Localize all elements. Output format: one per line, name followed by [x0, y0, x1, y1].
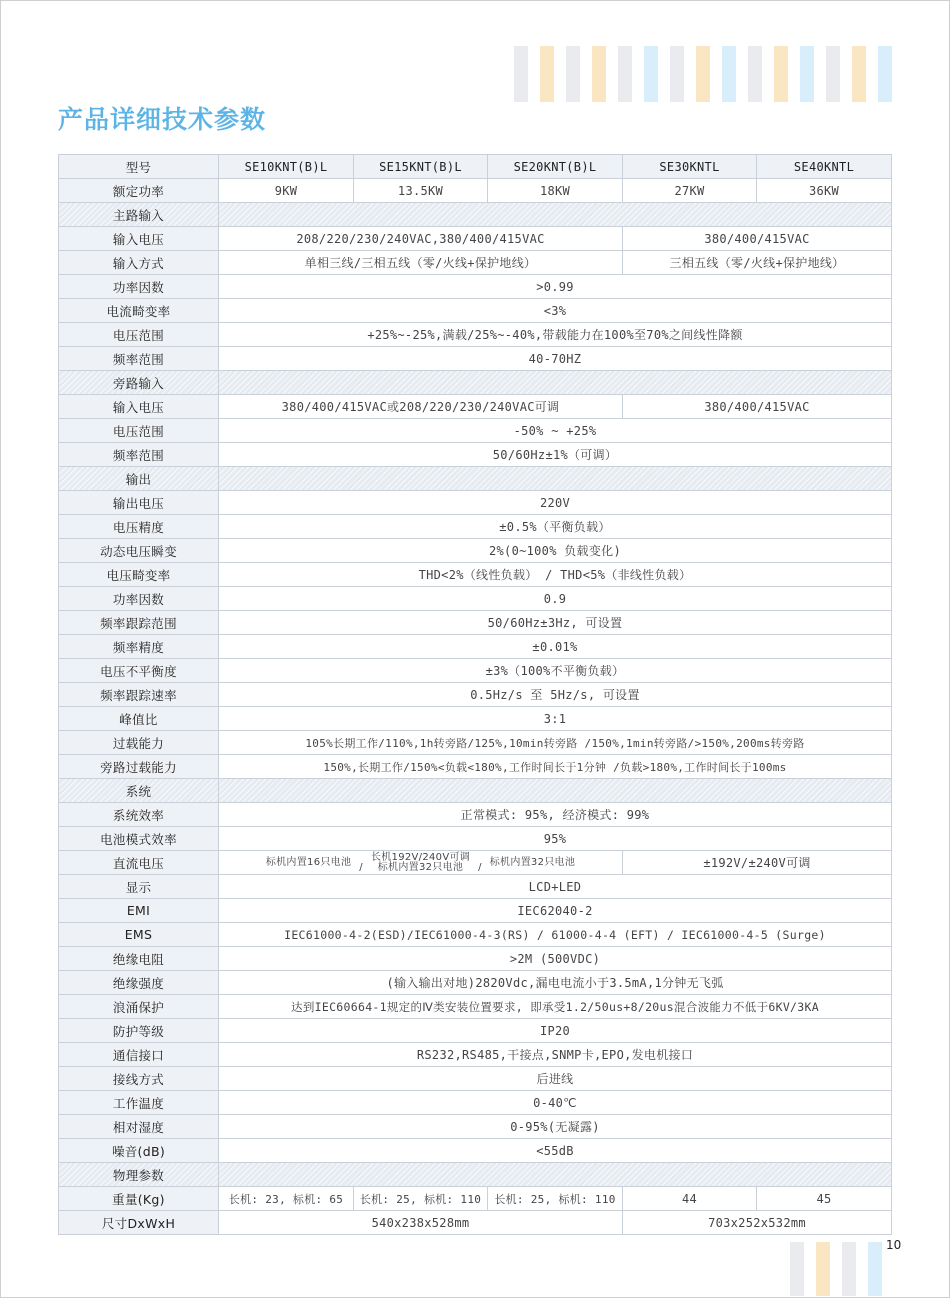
value-cell: 3:1 [219, 707, 892, 731]
table-row [59, 347, 892, 371]
row-label: 电压范围 [59, 323, 219, 347]
table-row [59, 227, 892, 251]
model-cell: SE20KNT(B)L [488, 155, 623, 179]
model-cell: SE30KNTL [623, 155, 757, 179]
row-label: 尺寸DxWxH [59, 1211, 219, 1235]
value-cell [219, 851, 623, 875]
table-row [59, 515, 892, 539]
model-cell: SE10KNT(B)L [219, 155, 354, 179]
value-cell: 380/400/415VAC [623, 395, 892, 419]
table-row [59, 1211, 892, 1235]
table-row [59, 755, 892, 779]
page-number: 10 [886, 1238, 902, 1252]
value-cell: 达到IEC60664-1规定的Ⅳ类安装位置要求, 即承受1.2/50us+8/20us混合波能力不低于6KV/3KA [219, 995, 892, 1019]
row-label: 直流电压 [59, 851, 219, 875]
dc-right-text: 标机内置32只电池 [489, 856, 576, 868]
row-label: 通信接口 [59, 1043, 219, 1067]
table-row [59, 731, 892, 755]
value-cell: ±3%（100%不平衡负载） [219, 659, 892, 683]
model-cell: SE15KNT(B)L [354, 155, 488, 179]
value-cell: 0.5Hz/s 至 5Hz/s, 可设置 [219, 683, 892, 707]
value-cell: IP20 [219, 1019, 892, 1043]
value-cell: 27KW [623, 179, 757, 203]
row-label: 绝缘强度 [59, 971, 219, 995]
row-label: 过载能力 [59, 731, 219, 755]
row-label: EMS [59, 923, 219, 947]
value-cell: 150%,长期工作/150%<负载<180%,工作时间长于1分钟 /负载>180%,工作时间长于100ms [219, 755, 892, 779]
table-row [59, 587, 892, 611]
section-row [59, 1163, 892, 1187]
row-label: 频率跟踪范围 [59, 611, 219, 635]
dc-separator: / [478, 861, 482, 873]
section-row [59, 371, 892, 395]
value-cell: LCD+LED [219, 875, 892, 899]
dc-separator: / [359, 861, 363, 873]
table-row [59, 1091, 892, 1115]
value-cell: 380/400/415VAC或208/220/230/240VAC可调 [219, 395, 623, 419]
table-row [59, 179, 892, 203]
row-label: 相对湿度 [59, 1115, 219, 1139]
row-label: 浪涌保护 [59, 995, 219, 1019]
row-label: 电压精度 [59, 515, 219, 539]
row-label: 频率范围 [59, 347, 219, 371]
value-cell: 703x252x532mm [623, 1211, 892, 1235]
value-cell: -50% ~ +25% [219, 419, 892, 443]
row-label: 电流畸变率 [59, 299, 219, 323]
value-cell: 0-40℃ [219, 1091, 892, 1115]
value-cell: >2M (500VDC) [219, 947, 892, 971]
table-row [59, 899, 892, 923]
dc-mid-top-text: 长机192V/240V可调 [370, 851, 471, 863]
model-cell: SE40KNTL [757, 155, 892, 179]
value-cell: 50/60Hz±3Hz, 可设置 [219, 611, 892, 635]
table-header-row [59, 155, 892, 179]
value-cell: 208/220/230/240VAC,380/400/415VAC [219, 227, 623, 251]
value-cell: 105%长期工作/110%,1h转旁路/125%,10min转旁路 /150%,1min转旁路/>150%,200ms转旁路 [219, 731, 892, 755]
table-row [59, 1187, 892, 1211]
row-label: 电压范围 [59, 419, 219, 443]
table-row [59, 659, 892, 683]
decorative-stripes-top [514, 46, 892, 102]
value-cell: 220V [219, 491, 892, 515]
value-cell: 36KW [757, 179, 892, 203]
row-label: 峰值比 [59, 707, 219, 731]
value-cell: 380/400/415VAC [623, 227, 892, 251]
row-label: 动态电压瞬变 [59, 539, 219, 563]
row-label: 额定功率 [59, 179, 219, 203]
section-title: 物理参数 [59, 1163, 219, 1187]
row-label: 电压畸变率 [59, 563, 219, 587]
row-label: 功率因数 [59, 587, 219, 611]
row-label: 频率范围 [59, 443, 219, 467]
row-label: 系统效率 [59, 803, 219, 827]
value-cell: 13.5KW [354, 179, 488, 203]
value-cell: 9KW [219, 179, 354, 203]
value-cell: >0.99 [219, 275, 892, 299]
section-row [59, 467, 892, 491]
table-row [59, 803, 892, 827]
row-label: 频率跟踪速率 [59, 683, 219, 707]
row-label: 电压不平衡度 [59, 659, 219, 683]
value-cell: 正常模式: 95%, 经济模式: 99% [219, 803, 892, 827]
value-cell: 2%(0~100% 负载变化) [219, 539, 892, 563]
section-title: 系统 [59, 779, 219, 803]
row-label: 重量(Kg) [59, 1187, 219, 1211]
value-cell: 长机: 25, 标机: 110 [488, 1187, 623, 1211]
value-cell: ±0.01% [219, 635, 892, 659]
row-label: 功率因数 [59, 275, 219, 299]
table-row [59, 299, 892, 323]
spec-table [58, 154, 892, 1235]
table-row [59, 683, 892, 707]
row-label: 噪音(dB) [59, 1139, 219, 1163]
table-row [59, 875, 892, 899]
table-row [59, 1115, 892, 1139]
value-cell: 单相三线/三相五线（零/火线+保护地线） [219, 251, 623, 275]
table-row [59, 707, 892, 731]
value-cell: (输入输出对地)2820Vdc,漏电电流小于3.5mA,1分钟无飞弧 [219, 971, 892, 995]
section-title: 主路输入 [59, 203, 219, 227]
row-label: 型号 [59, 155, 219, 179]
table-row [59, 1139, 892, 1163]
value-cell: <55dB [219, 1139, 892, 1163]
value-cell: 0-95%(无凝露) [219, 1115, 892, 1139]
table-row [59, 443, 892, 467]
dc-mid-bottom-text: 标机内置32只电池 [377, 861, 464, 873]
value-cell: 50/60Hz±1%（可调） [219, 443, 892, 467]
section-row [59, 779, 892, 803]
row-label: 旁路过载能力 [59, 755, 219, 779]
page-title: 产品详细技术参数 [58, 105, 267, 134]
value-cell: IEC62040-2 [219, 899, 892, 923]
table-row [59, 611, 892, 635]
table-row [59, 1019, 892, 1043]
value-cell: RS232,RS485,干接点,SNMP卡,EPO,发电机接口 [219, 1043, 892, 1067]
table-row [59, 395, 892, 419]
value-cell: 95% [219, 827, 892, 851]
value-cell: <3% [219, 299, 892, 323]
table-row [59, 251, 892, 275]
table-row [59, 275, 892, 299]
value-cell: ±0.5%（平衡负载） [219, 515, 892, 539]
row-label: 输入电压 [59, 227, 219, 251]
row-label: 防护等级 [59, 1019, 219, 1043]
table-row [59, 323, 892, 347]
section-title: 输出 [59, 467, 219, 491]
row-label: 接线方式 [59, 1067, 219, 1091]
value-cell: 长机: 23, 标机: 65 [219, 1187, 354, 1211]
value-cell: 540x238x528mm [219, 1211, 623, 1235]
section-row [59, 203, 892, 227]
row-label: 输入方式 [59, 251, 219, 275]
value-cell: 45 [757, 1187, 892, 1211]
value-cell: 长机: 25, 标机: 110 [354, 1187, 488, 1211]
table-row [59, 563, 892, 587]
row-label: 显示 [59, 875, 219, 899]
table-row [59, 539, 892, 563]
section-title: 旁路输入 [59, 371, 219, 395]
row-label: EMI [59, 899, 219, 923]
value-cell: 0.9 [219, 587, 892, 611]
value-cell: ±192V/±240V可调 [623, 851, 892, 875]
row-label: 输出电压 [59, 491, 219, 515]
dc-voltage-group [221, 853, 620, 873]
table-row [59, 419, 892, 443]
table-row [59, 995, 892, 1019]
table-row [59, 971, 892, 995]
table-row [59, 947, 892, 971]
table-row [59, 851, 892, 875]
row-label: 工作温度 [59, 1091, 219, 1115]
dc-middle-stack [371, 853, 470, 873]
value-cell: 44 [623, 1187, 757, 1211]
table-row [59, 635, 892, 659]
value-cell: 18KW [488, 179, 623, 203]
row-label: 频率精度 [59, 635, 219, 659]
row-label: 电池模式效率 [59, 827, 219, 851]
table-row [59, 827, 892, 851]
decorative-stripes-bottom [790, 1242, 882, 1296]
value-cell: 三相五线（零/火线+保护地线） [623, 251, 892, 275]
dc-left-text: 标机内置16只电池 [265, 856, 352, 868]
value-cell: +25%~-25%,满载/25%~-40%,带载能力在100%至70%之间线性降额 [219, 323, 892, 347]
row-label: 绝缘电阻 [59, 947, 219, 971]
value-cell: 后进线 [219, 1067, 892, 1091]
value-cell: THD<2%（线性负载） / THD<5%（非线性负载） [219, 563, 892, 587]
table-row [59, 491, 892, 515]
table-row [59, 1043, 892, 1067]
value-cell: 40-70HZ [219, 347, 892, 371]
value-cell: IEC61000-4-2(ESD)/IEC61000-4-3(RS) / 61000-4-4 (EFT) / IEC61000-4-5 (Surge) [219, 923, 892, 947]
table-row [59, 923, 892, 947]
row-label: 输入电压 [59, 395, 219, 419]
table-row [59, 1067, 892, 1091]
